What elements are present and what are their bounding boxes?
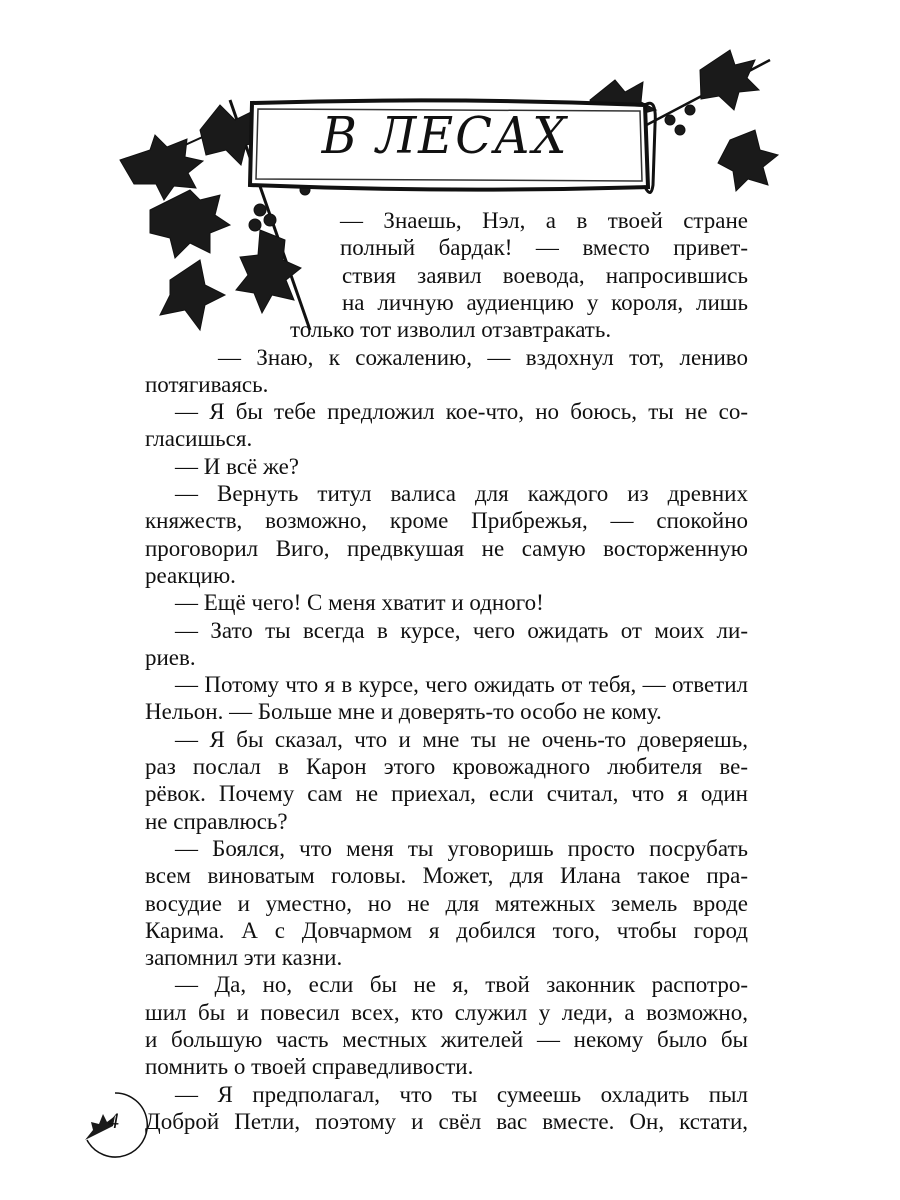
text-line: — Да, но, если бы не я, твой законник распотро- (175, 972, 748, 998)
text-line: и большую часть местных жителей — некому было бы (145, 1027, 748, 1052)
text-line: только тот изволил отзавтракать. (290, 317, 612, 343)
text-line: княжеств, возможно, кроме Прибрежья, — спокойно (145, 508, 748, 534)
text-line: не справлюсь? (145, 808, 288, 834)
text-line: — Вернуть титул валиса для каждого из древних (175, 481, 748, 506)
text-line: — Знаю, к сожалению, — вздохнул тот, лениво (218, 344, 748, 370)
chapter-title: В ЛЕСАХ (321, 106, 569, 166)
text-line: Нельон. — Больше мне и доверять-то особо не кому. (145, 699, 662, 725)
text-line: гласишься. (145, 426, 253, 452)
text-line: — Ещё чего! С меня хватит и одного! (175, 590, 544, 616)
text-line: — Я бы тебе предложил кое-что, но боюсь, ты не со- (175, 399, 748, 425)
text-line: Доброй Петли, поэтому и свёл вас вместе. Он, кстати, (145, 1108, 748, 1134)
text-line: — Я предполагал, что ты сумеешь охладить пыл (175, 1081, 748, 1107)
text-line: потягиваясь. (145, 371, 269, 397)
text-line: восудие и уместно, но не для мятежных земель вроде (145, 890, 748, 916)
text-line: проговорил Виго, предвкушая не самую восторженную (145, 535, 748, 561)
text-line: — Потому что я в курсе, чего ожидать от тебя, — ответил (175, 672, 748, 698)
text-line: на личную аудиенцию у короля, лишь (342, 289, 748, 315)
text-line: рёвок. Почему сам не приехал, если считал, что я один (145, 781, 748, 807)
text-line: шил бы и повесил всех, кто служил у леди, а возможно, (145, 999, 748, 1025)
text-line: всем виноватым головы. Может, для Илана такое пра- (145, 863, 748, 889)
text-line: — И всё же? (175, 453, 300, 479)
text-line: помнить о твоей справедливости. (145, 1054, 474, 1080)
text-line: запомнил эти казни. (145, 945, 343, 971)
text-line: риев. (145, 644, 196, 670)
text-line: — Я бы сказал, что и мне ты не очень-то доверяешь, (175, 726, 748, 752)
text-line: реакцию. (145, 562, 236, 588)
text-line: полный бардак! — вместо привет- (340, 235, 748, 261)
page-number: 4 (108, 1108, 119, 1133)
text-line: — Знаешь, Нэл, а в твоей стране (340, 208, 748, 233)
text-line: ствия заявил воевода, напросившись (342, 262, 748, 288)
text-line: — Зато ты всегда в курсе, чего ожидать от моих ли- (175, 617, 748, 643)
text-line: Карима. А с Довчармом я добился того, чтобы город (145, 917, 748, 943)
text-line: раз послал в Карон этого кровожадного любителя ве- (145, 754, 748, 779)
text-line: — Боялся, что меня ты уговоришь просто посрубать (175, 835, 748, 861)
